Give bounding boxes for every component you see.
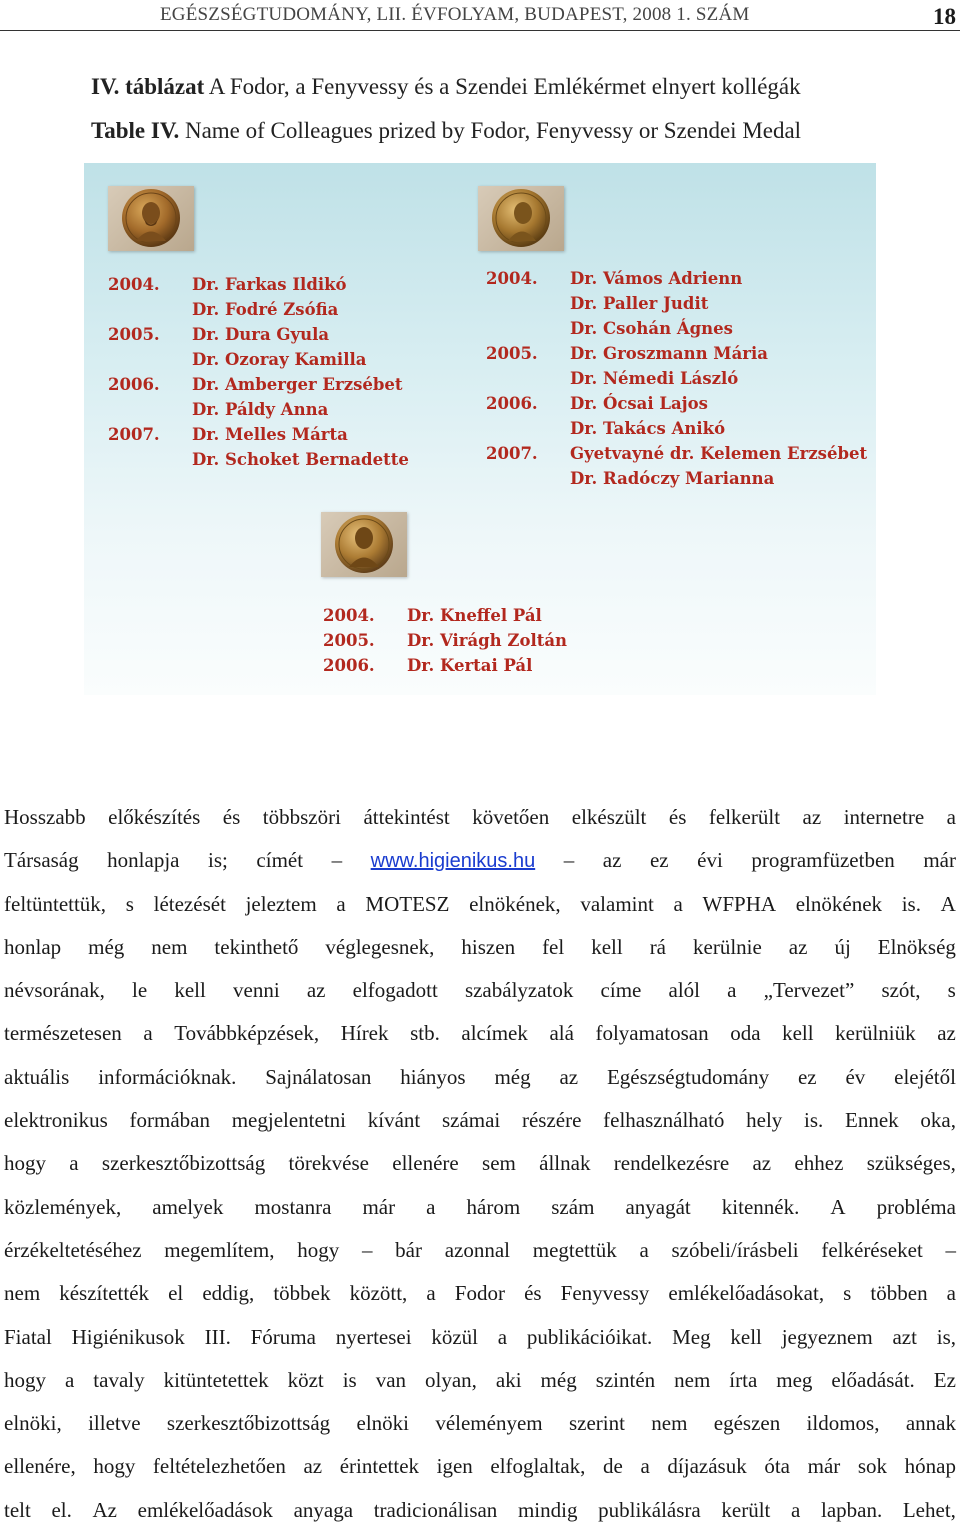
text-line-with-link (4, 839, 956, 882)
body-paragraph (4, 796, 956, 1532)
award-year: 2005. (108, 325, 160, 344)
awardee-name: Dr. Kertai Pál (407, 656, 533, 675)
szendei-medal-image (321, 512, 407, 577)
text-line: hogy a tavaly kitüntetettek közt is van olyan, aki még szintén nem írta meg előadását. Ez (4, 1367, 956, 1392)
table-caption-en (91, 118, 801, 144)
award-year: 2004. (108, 275, 160, 294)
text-line: aktuális információknak. Sajnálatosan hiányos még az Egészségtudomány ez év elejétől (4, 1064, 956, 1089)
award-year: 2006. (486, 394, 538, 413)
awardee-name: Dr. Dura Gyula (192, 325, 330, 344)
awardee-name: Dr. Takács Anikó (570, 419, 726, 438)
text-fragment: – az ez évi programfüzetben már (563, 848, 956, 873)
text-fragment: Társaság honlapja is; címét – (4, 848, 343, 873)
awardee-name: Dr. Páldy Anna (192, 400, 329, 419)
awardee-name: Dr. Virágh Zoltán (407, 631, 568, 650)
award-year: 2005. (323, 631, 375, 650)
table-title-en: Name of Colleagues prized by Fodor, Fenyvessy or Szendei Medal (179, 118, 802, 143)
awardee-name: Dr. Ócsai Lajos (570, 394, 708, 413)
award-year: 2007. (108, 425, 160, 444)
fodor-medal-image (108, 186, 194, 251)
table-label-en: Table IV. (91, 118, 180, 143)
text-line: nem készítették el eddig, többek között, a Fodor és Fenyvessy emlékelőadásokat, s többen a (4, 1281, 956, 1306)
award-year: 2005. (486, 344, 538, 363)
text-line: telt el. Az emlékelőadások anyaga tradicionálisan mindig publikálásra került a lapban. Lehet, (4, 1497, 956, 1522)
award-year: 2006. (108, 375, 160, 394)
text-line: érzékeltetéséhez megemlítem, hogy – bár azonnal megtettük a szóbeli/írásbeli felkéréseket – (4, 1237, 956, 1262)
awardee-name: Dr. Groszmann Mária (570, 344, 768, 363)
awardee-name: Gyetvayné dr. Kelemen Erzsébet (570, 444, 868, 463)
text-line: természetesen a Továbbképzések, Hírek stb. alcímek alá folyamatosan oda kell kerülniük az (4, 1021, 956, 1046)
awardee-name: Dr. Vámos Adrienn (570, 269, 743, 288)
awardee-name: Dr. Schoket Bernadette (192, 450, 409, 469)
header-rule (0, 30, 960, 31)
awardee-name: Dr. Amberger Erzsébet (192, 375, 403, 394)
journal-title: EGÉSZSÉGTUDOMÁNY, LII. ÉVFOLYAM, BUDAPEST, 2008 1. SZÁM (160, 4, 750, 25)
awardee-name: Dr. Melles Márta (192, 425, 348, 444)
award-year: 2004. (486, 269, 538, 288)
awardee-name: Dr. Némedi László (570, 369, 739, 388)
awardee-name: Dr. Paller Judit (570, 294, 709, 313)
text-line: feltüntettük, s létezését jeleztem a MOTESZ elnökének, valamint a WFPHA elnökének is. A (4, 891, 956, 916)
awardee-name: Dr. Csohán Ágnes (570, 319, 733, 338)
text-line: elektronikus formában megjelentetni kívánt számai részére felhasználható hely is. Ennek oka, (4, 1108, 956, 1133)
page-header (0, 0, 960, 34)
awardee-name: Dr. Radóczy Marianna (570, 469, 775, 488)
text-line: névsorának, le kell venni az elfogadott szabályzatok címe alól a „Tervezet” szót, s (4, 978, 956, 1003)
text-line: ellenére, hogy feltételezhetően az érintettek igen elfoglaltak, de a díjazásuk óta már sok hónap (4, 1454, 956, 1479)
text-line: elnöki, illetve szerkesztőbizottság elnöki véleményem szerint nem egészen ildomos, annak (4, 1411, 956, 1436)
text-line: közlemények, amelyek mostanra már a három szám anyagát kitennék. A probléma (4, 1194, 956, 1219)
table-label-hu: IV. táblázat (91, 74, 205, 99)
award-year: 2007. (486, 444, 538, 463)
website-link[interactable]: www.higienikus.hu (370, 850, 536, 873)
award-year: 2006. (323, 656, 375, 675)
awardee-name: Dr. Farkas Ildikó (192, 275, 347, 294)
awardee-name: Dr. Kneffel Pál (407, 606, 542, 625)
table-title-hu: A Fodor, a Fenyvessy és a Szendei Emlékérmet elnyert kollégák (204, 74, 801, 99)
text-line: honlap még nem tekinthető véglegesnek, hiszen fel kell rá kerülnie az új Elnökség (4, 934, 956, 959)
text-line: Hosszabb előkészítés és többszöri áttekintést követően elkészült és felkerült az internetre a (4, 805, 956, 829)
award-year: 2004. (323, 606, 375, 625)
page-number: 18 (933, 4, 956, 29)
text-line: hogy a szerkesztőbizottság törekvése ellenére sem állnak rendelkezésre az ehhez szükséges, (4, 1151, 956, 1176)
medal-winners-figure (84, 163, 876, 695)
fenyvessy-medal-image (478, 186, 564, 251)
text-line: Fiatal Higiénikusok III. Fóruma nyertesei közül a publikációikat. Meg kell jegyeznem azt is, (4, 1324, 956, 1349)
awardee-name: Dr. Fodré Zsófia (192, 300, 339, 319)
table-caption-hu (91, 74, 801, 100)
awardee-name: Dr. Ozoray Kamilla (192, 350, 367, 369)
